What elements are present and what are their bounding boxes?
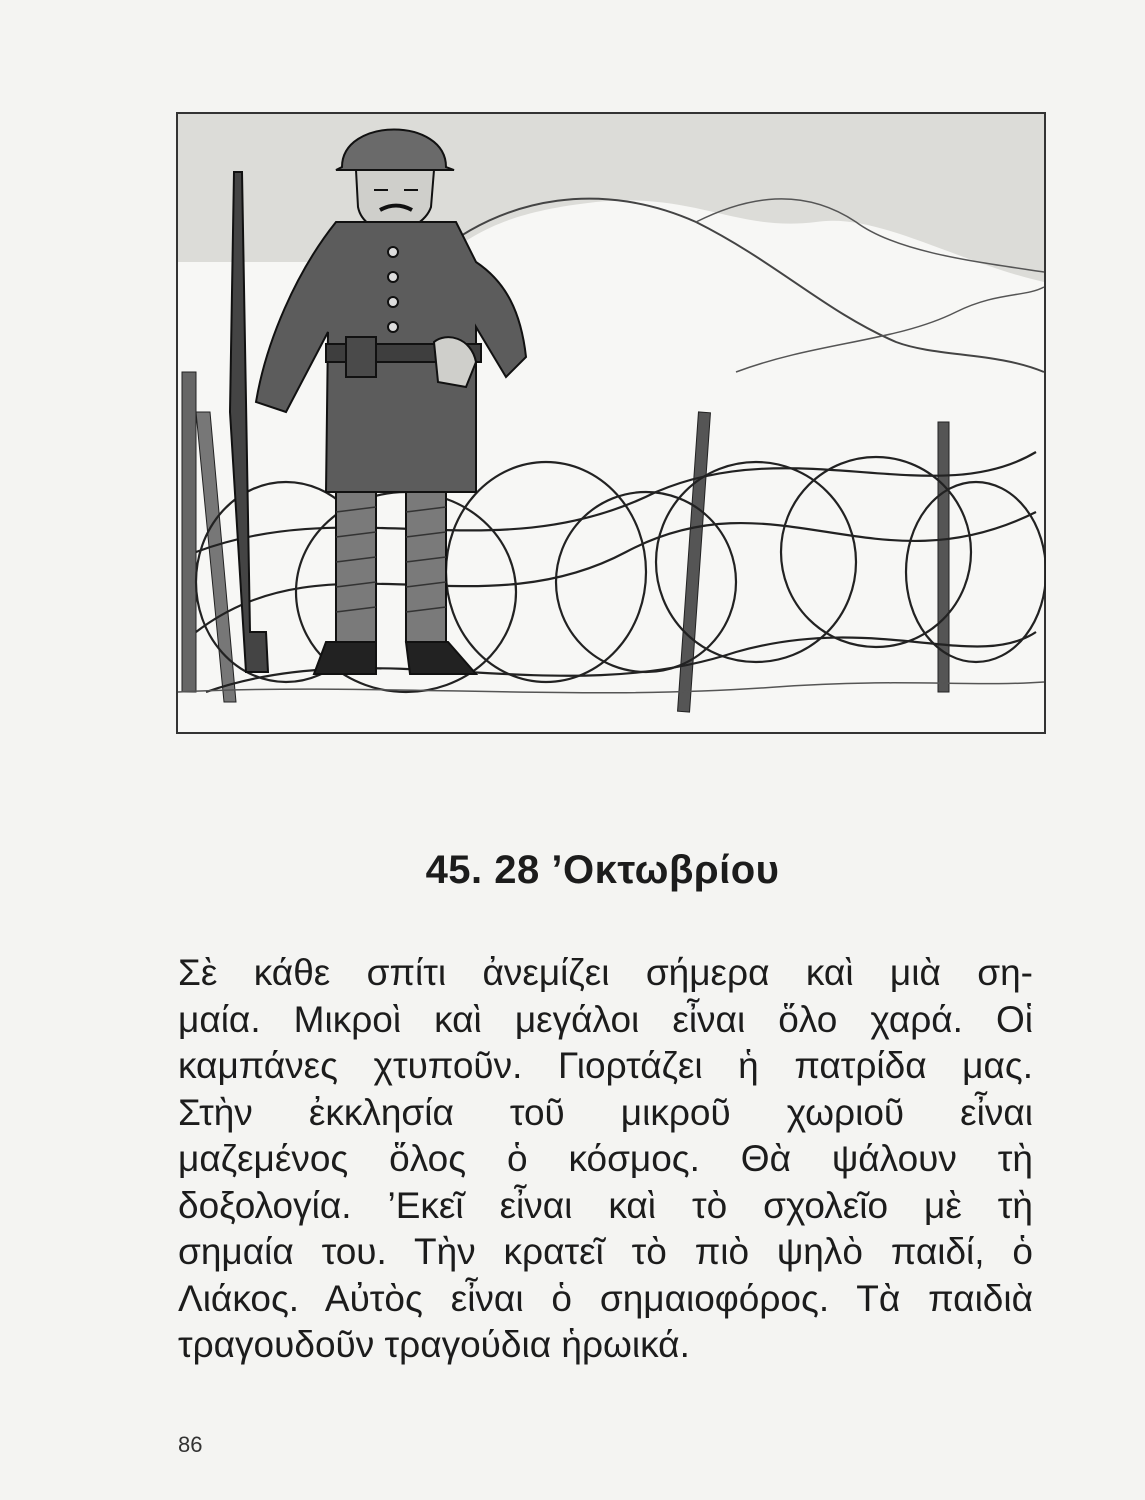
text-line: μαία. Μικροὶ καὶ μεγάλοι εἶναι ὅλο χαρά. Οἱ: [178, 998, 1033, 1040]
text-line: τραγουδοῦν τραγούδια ἡρωικά.: [178, 1324, 690, 1365]
text-line: καμπάνες χτυποῦν. Γιορτάζει ἡ πατρίδα μας.: [178, 1045, 1033, 1086]
soldier-illustration: [176, 112, 1046, 734]
page-number: 86: [178, 1432, 203, 1457]
text-line: μαζεμένος ὅλος ὁ κόσμος. Θὰ ψάλουν τὴ: [178, 1138, 1033, 1179]
text-line: Λιάκος. Αὐτὸς εἶναι ὁ σημαιοφόρος. Τὰ παιδιὰ: [178, 1277, 1033, 1319]
text-line: σημαία του. Τὴν κρατεῖ τὸ πιὸ ψηλὸ παιδί, ὁ: [178, 1231, 1033, 1272]
lesson-text: [178, 950, 1033, 1369]
text-line: Στὴν ἐκκλησία τοῦ μικροῦ χωριοῦ εἶναι: [178, 1091, 1033, 1133]
text-line: Σὲ κάθε σπίτι ἀνεμίζει σήμερα καὶ μιὰ ση-: [178, 952, 1033, 993]
lesson-title: 45. 28 ’Οκτωβρίου: [425, 848, 780, 892]
text-line: δοξολογία. ’Εκεῖ εἶναι καὶ τὸ σχολεῖο μὲ τὴ: [178, 1184, 1033, 1226]
